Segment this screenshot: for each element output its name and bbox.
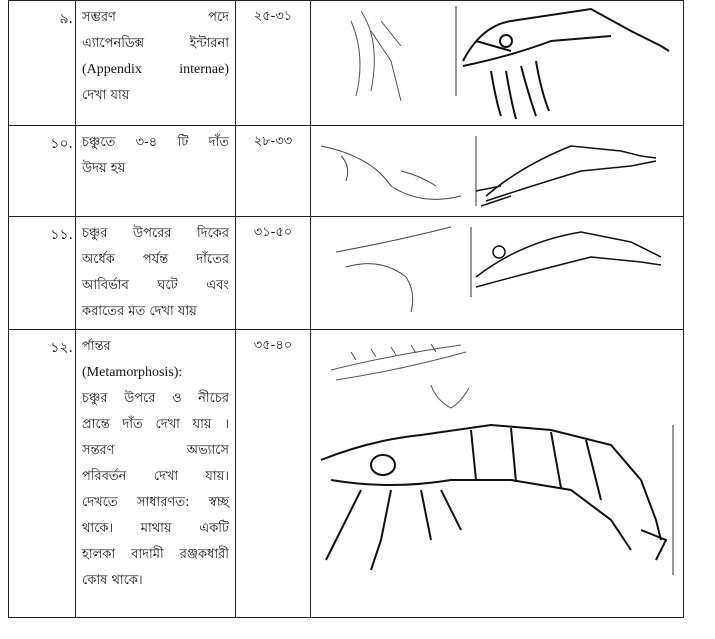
- description-line: আবির্ভাব ঘটে এবং: [82, 278, 229, 293]
- description-line: উদয় হয়: [82, 161, 126, 176]
- table-row: [9, 330, 684, 618]
- description-line: দেখা যায়: [82, 88, 130, 103]
- larva-drawing-stage-12: [311, 330, 683, 617]
- description-line: কোষ থাকে।: [82, 573, 143, 588]
- table-row: [9, 217, 684, 330]
- days-value: ৩১-৫০: [253, 225, 293, 240]
- description-line: চঞ্চুতে ৩-৪ টি দাঁত: [82, 135, 229, 150]
- description-line: প্রান্তে দাঁত দেখা যায় ।: [82, 417, 229, 432]
- days-cell: [236, 330, 311, 618]
- description-cell: [76, 330, 236, 618]
- description-line: পরিবর্তন দেখা যায়।: [82, 469, 229, 484]
- description-line: চঞ্চুর উপরের দিকের: [82, 226, 229, 241]
- stage-number-cell: [9, 217, 76, 330]
- description-line: থাকে। মাথায় একটি: [82, 521, 229, 536]
- stage-number-cell: [9, 126, 76, 217]
- larva-drawing-stage-9: [311, 1, 683, 125]
- days-cell: [236, 217, 311, 330]
- table-row: [9, 126, 684, 217]
- description-cell: [76, 217, 236, 330]
- stage-number: ১১.: [50, 227, 73, 243]
- stage-number: ১০.: [50, 136, 73, 152]
- days-value: ৩৫-৪০: [253, 338, 293, 353]
- days-value: ২৮-৩৩: [253, 134, 293, 149]
- stage-number-cell: [9, 330, 76, 618]
- description-line: এ্যাপেনডিক্স ইন্টারনা: [82, 36, 229, 51]
- description-line: করাতের মত দেখা যায়: [82, 304, 197, 319]
- description-line: দেখতে সাধারণত: স্বচ্ছ: [82, 495, 229, 510]
- larva-drawing-stage-10: [311, 126, 683, 216]
- days-cell: [236, 1, 311, 126]
- description-line: চঞ্চুর উপরে ও নীচের: [82, 391, 229, 406]
- days-cell: [236, 126, 311, 217]
- description-line: অর্ধেক পর্যন্ত দাঁতের: [82, 252, 229, 267]
- illustration-cell: [311, 217, 684, 330]
- stage-number-cell: [9, 1, 76, 126]
- larval-stage-table: [8, 0, 684, 618]
- stage-number: ৯.: [59, 11, 73, 27]
- illustration-cell: [311, 330, 684, 618]
- illustration-cell: [311, 1, 684, 126]
- description-line: (Appendix internae): [82, 62, 229, 77]
- illustration-cell: [311, 126, 684, 217]
- description-line: সম্ভরণ পদে: [82, 10, 229, 25]
- larva-drawing-stage-11: [311, 217, 683, 329]
- description-line: সন্তরণ অভ্যাসে: [82, 443, 229, 458]
- description-line: (Metamorphosis):: [82, 365, 183, 380]
- stage-number: ১২.: [50, 340, 73, 356]
- description-line: হালকা বাদামী রঞ্জকধারী: [82, 547, 229, 562]
- days-value: ২৫-৩১: [253, 9, 293, 24]
- description-cell: [76, 126, 236, 217]
- description-line: র্পান্তর: [82, 339, 111, 354]
- table-row: [9, 1, 684, 126]
- description-cell: [76, 1, 236, 126]
